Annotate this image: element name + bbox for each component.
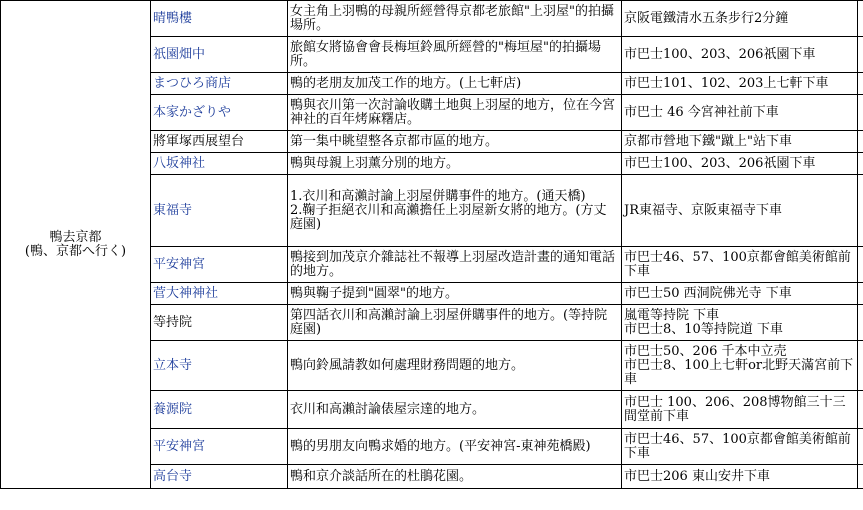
scene-description: 衣川和高瀨討論俵屋宗達的地方。 [288,391,622,429]
access-info: 市巴士50、206 千本中立売 市巴士8、100上七軒or北野天滿宮前下車 [622,341,858,391]
access-info: 市巴士50 西洞院佛光寺 下車 [622,283,858,305]
scene-description: 鴨的男朋友向鴨求婚的地方。(平安神宮-東神苑橋殿) [288,429,622,465]
edge-cell [858,131,863,153]
edge-cell [858,1,863,37]
area-title: 鴨去京都 [49,229,102,245]
edge-cell [858,305,863,341]
access-info: 京都市營地下鐵"蹴上"站下車 [622,131,858,153]
edge-cell [858,391,863,429]
scene-description: 第一集中眺望整各京都市區的地方。 [288,131,622,153]
edge-cell [858,341,863,391]
access-info: JR東福寺、京阪東福寺下車 [622,175,858,247]
scene-description: 鴨的老朋友加茂工作的地方。(上七軒店) [288,73,622,95]
edge-cell [858,73,863,95]
location-link[interactable]: 八坂神社 [151,153,288,175]
access-info: 市巴士46、57、100京都會館美術館前下車 [622,247,858,283]
edge-cell [858,37,863,73]
table-row [1,1,863,37]
scene-description: 第四話衣川和高瀨討論上羽屋併購事件的地方。(等持院庭園) [288,305,622,341]
scene-description: 鴨接到加茂京介雜誌社不報導上羽屋改造計畫的通知電話的地方。 [288,247,622,283]
location-link[interactable]: 平安神宮 [151,429,288,465]
location-name: 等持院 [151,305,288,341]
edge-cell [858,283,863,305]
edge-cell [858,175,863,247]
access-info: 市巴士46、57、100京都會館美術館前下車 [622,429,858,465]
area-subtitle: (鴨、京都へ行く) [24,243,127,259]
location-link[interactable]: 本家かざりや [151,95,288,131]
location-link[interactable]: 立本寺 [151,341,288,391]
scene-description: 鴨與衣川第一次討論收購土地與上羽屋的地方，位在今宮神社的百年烤麻糬店。 [288,95,622,131]
scene-description: 鴨向鈴風請教如何處理財務問題的地方。 [288,341,622,391]
access-info: 市巴士 46 今宮神社前下車 [622,95,858,131]
location-link[interactable]: 高台寺 [151,465,288,489]
location-link[interactable]: 晴鴨樓 [151,1,288,37]
access-info: 京阪電鐵清水五条步行2分鐘 [622,1,858,37]
area-cell [1,1,151,489]
location-link[interactable]: 平安神宮 [151,247,288,283]
access-info: 市巴士100、203、206祇園下車 [622,153,858,175]
scene-description: 旅館女將協會會長梅垣鈴風所經營的"梅垣屋"的拍攝場所。 [288,37,622,73]
location-link[interactable]: 養源院 [151,391,288,429]
location-link[interactable]: 菅大神神社 [151,283,288,305]
access-info: 市巴士101、102、203上七軒下車 [622,73,858,95]
scene-description: 女主角上羽鴨的母親所經營得京都老旅館"上羽屋"的拍攝場所。 [288,1,622,37]
edge-cell [858,95,863,131]
location-table-body [1,1,863,489]
edge-cell [858,429,863,465]
location-link[interactable]: 祇園畑中 [151,37,288,73]
scene-description: 鴨和京介談話所在的杜鵑花園。 [288,465,622,489]
location-link[interactable]: 東福寺 [151,175,288,247]
access-info: 市巴士 100、206、208博物館三十三間堂前下車 [622,391,858,429]
edge-cell [858,153,863,175]
location-name: 將軍塚西展望台 [151,131,288,153]
access-info: 市巴士100、203、206祇園下車 [622,37,858,73]
edge-cell [858,247,863,283]
scene-description: 1.衣川和高瀨討論上羽屋併購事件的地方。(通天橋) 2.鞠子拒絕衣川和高瀨擔任上羽屋新女將的地方。(方丈庭園) [288,175,622,247]
scene-description: 鴨與母親上羽薰分別的地方。 [288,153,622,175]
edge-cell [858,465,863,489]
location-link[interactable]: まつひろ商店 [151,73,288,95]
access-info: 嵐電等持院 下車 市巴士8、10等持院道 下車 [622,305,858,341]
access-info: 市巴士206 東山安井下車 [622,465,858,489]
scene-description: 鴨與鞠子提到"圓翠"的地方。 [288,283,622,305]
